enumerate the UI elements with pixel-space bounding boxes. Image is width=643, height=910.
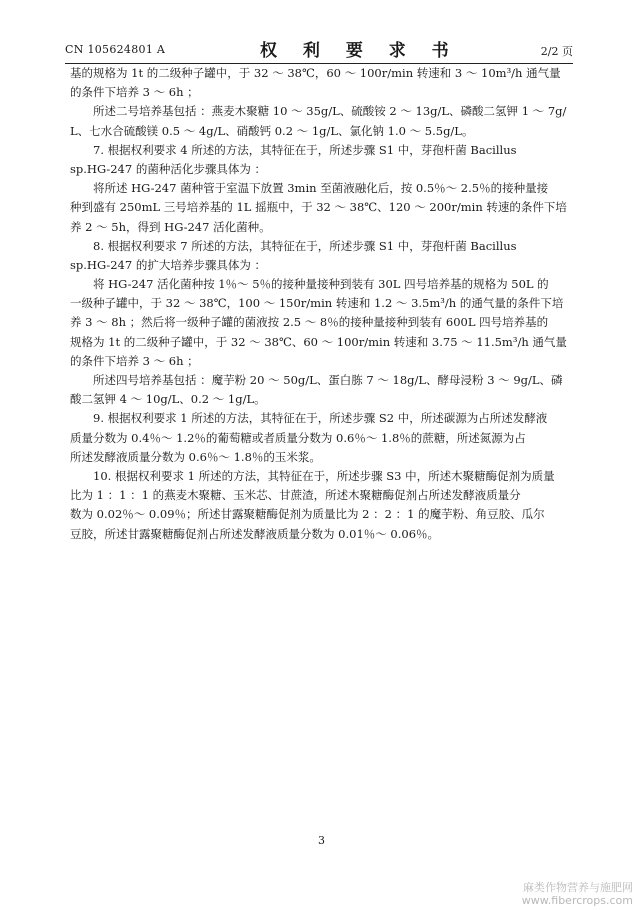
claim-text-line: 所述四号培养基包括 ：魔芋粉 20 ～ 50g/L、蛋白胨 7 ～ 18g/L、酵母浸粉 3 ～ 9g/L、磷	[93, 373, 563, 387]
page-header	[65, 36, 573, 60]
claim-text-line: sp.HG-247 的扩大培养步骤具体为 ：	[70, 257, 266, 272]
claim-text-line: 规格为 1t 的二级种子罐中，于 32 ～ 38℃、60 ～ 100r/min 转速和 3.75 ～ 11.5m³/h 通气量	[70, 334, 567, 349]
claim-text-line: 酸二氢钾 4 ～ 10g/L、0.2 ～ 1g/L。	[70, 392, 266, 407]
claim-text-line: 养 3 ～ 8h ；然后将一级种子罐的菌液按 2.5 ～ 8％的接种量接种到装有 600L 四号培养基的	[70, 315, 549, 330]
patent-number: CN 105624801 A	[65, 43, 166, 56]
claims-body	[70, 64, 585, 544]
claim-text-line: 的条件下培养 3 ～ 6h ；	[70, 85, 199, 100]
claim-text-line: 的条件下培养 3 ～ 6h ；	[70, 353, 199, 368]
claim-text-line: 数为 0.02％～ 0.09％；所述甘露聚糖酶促剂为质量比为 2 ：2 ：1 的魔芋粉、角豆胶、瓜尔	[70, 507, 545, 522]
claim-text-line: 10. 根据权利要求 1 所述的方法，其特征在于，所述步骤 S3 中，所述木聚糖酶促剂为质量	[93, 468, 555, 483]
claim-text-line: L、七水合硫酸镁 0.5 ～ 4g/L、硝酸钙 0.2 ～ 1g/L、氯化钠 1.0 ～ 5.5g/L。	[70, 123, 474, 138]
claim-text-line: 9. 根据权利要求 1 所述的方法，其特征在于，所述步骤 S2 中，所述碳源为占所述发酵液	[93, 411, 548, 426]
watermark-title: 麻类作物营养与施肥网	[523, 881, 633, 894]
page-indicator: 2/2 页	[540, 45, 573, 58]
watermark-url: www.fibercrops.com	[521, 894, 633, 907]
claim-text-line: 豆胶，所述甘露聚糖酶促剂占所述发酵液质量分数为 0.01％～ 0.06％。	[70, 526, 440, 541]
claim-text-line: 8. 根据权利要求 7 所述的方法，其特征在于，所述步骤 S1 中，芽孢杆菌 Bacillus	[93, 238, 517, 253]
claim-text-line: 将所述 HG-247 菌种管于室温下放置 3min 至菌液融化后，按 0.5％～ 2.5％的接种量接	[93, 181, 549, 196]
claim-text-line: 将 HG-247 活化菌种按 1％～ 5％的接种量接种到装有 30L 四号培养基的规格为 50L 的	[93, 277, 549, 292]
claim-text-line: 种到盛有 250mL 三号培养基的 1L 摇瓶中，于 32 ～ 38℃、120 ～ 200r/min 转速的条件下培	[70, 200, 567, 215]
claim-text-line: 质量分数为 0.4％～ 1.2％的葡萄糖或者质量分数为 0.6％～ 1.8％的蔗糖，所述氮源为占	[70, 430, 526, 445]
claim-text-line: 7. 根据权利要求 4 所述的方法，其特征在于，所述步骤 S1 中，芽孢杆菌 Bacillus	[93, 142, 517, 157]
claim-text-line: sp.HG-247 的菌种活化步骤具体为 ：	[70, 161, 266, 176]
claim-text-line: 所述发酵液质量分数为 0.6％～ 1.8％的玉米浆。	[70, 449, 321, 464]
site-watermark	[522, 881, 633, 907]
claim-text-line: 基的规格为 1t 的二级种子罐中，于 32 ～ 38℃，60 ～ 100r/min 转速和 3 ～ 10m³/h 通气量	[70, 66, 561, 80]
claim-text-line: 所述二号培养基包括 ：燕麦木聚糖 10 ～ 35g/L、硫酸铵 2 ～ 13g/L、磷酸二氢钾 1 ～ 7g/	[93, 104, 567, 119]
page-number: 3	[318, 834, 325, 847]
claim-text-line: 养 2 ～ 5h，得到 HG-247 活化菌种。	[70, 219, 271, 234]
claim-text-line: 一级种子罐中，于 32 ～ 38℃，100 ～ 150r/min 转速和 1.2 ～ 3.5m³/h 的通气量的条件下培	[70, 296, 564, 311]
claim-text-line: 比为 1 ：1 ：1 的燕麦木聚糖、玉米芯、甘蔗渣，所述木聚糖酶促剂占所述发酵液质量分	[70, 488, 521, 503]
document-title: 权 利 要 求 书	[260, 41, 459, 61]
